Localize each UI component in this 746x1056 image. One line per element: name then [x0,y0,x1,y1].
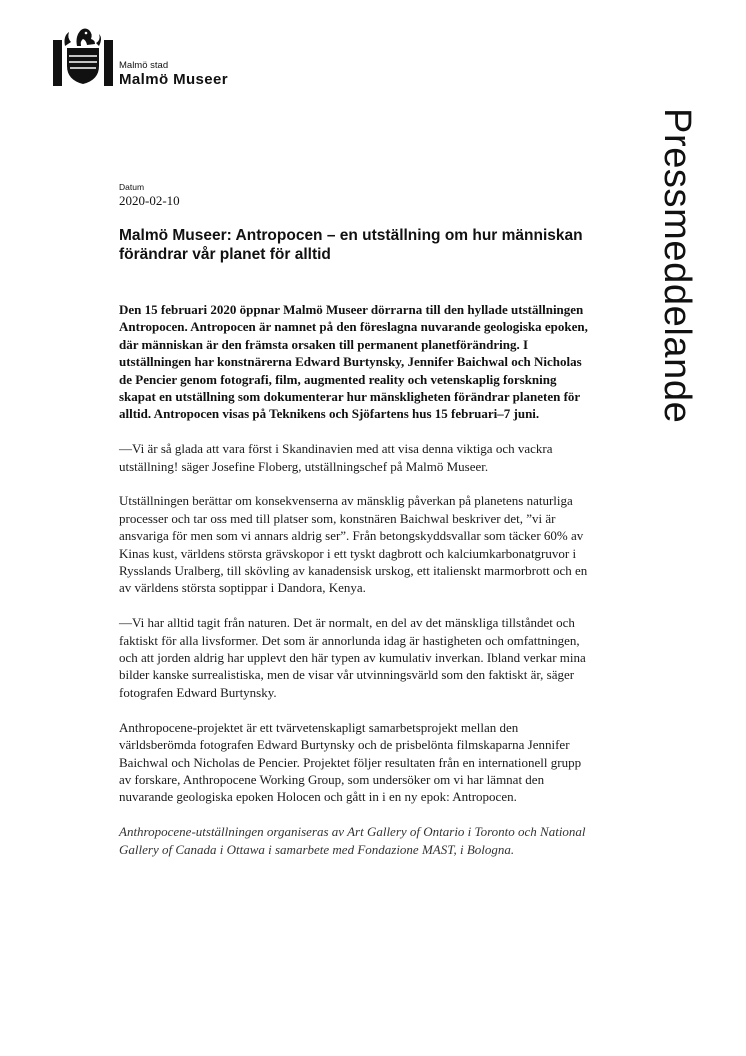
date-value: 2020-02-10 [119,193,180,208]
org-name: Malmö Museer [119,71,228,88]
document-type-label: Pressmeddelande [656,108,698,424]
credit-paragraph: Anthropocene-utställningen organiseras av Art Gallery of Ontario i Toronto och National Gallery of Canada i Ottawa i samarbete med Fondazione MAST, i Bologna. [119,824,586,857]
quote-paragraph: —Vi är så glada att vara först i Skandinavien med att visa denna viktiga och vackra utställning! säger Josefine Floberg, utställningschef på Malmö Museer. [119,441,553,474]
press-release-body [119,301,594,875]
page-title: Malmö Museer: Antropocen – en utställning om hur människan förändrar vår planet för alltid [119,227,583,263]
body-paragraph: Utställningen berättar om konsekvenserna av mänsklig påverkan på planetens naturliga processer och tar oss med till platser som, konstnären Baichwal beskriver det, ”vi är ansvariga för men som vi annars aldrig ser”. Från betongskyddsvallar som täcker 60% av Kinas kust, världens största grävskopor i ett tyskt dagbrott och kalciumkarbonatgruvor i Rysslands Uralberg, till skövling av kanadensisk urskog, ett italienskt marmorbrott och en av världens största soptippar i Dandora, Kenya. [119,493,588,596]
body-paragraph: Anthropocene-projektet är ett tvärvetenskapligt samarbetsprojekt mellan den världsberömda fotografen Edward Burtynsky och de prisbelönta filmskaparna Jennifer Baichwal och Nicholas de Pencier. Projektet följer resultaten från en internationell grupp av forskare, Anthropocene Working Group, som undersöker om vi har lämnat den nuvarande geologiska epoken Holocen och gått in i en ny epok: Antropocen. [119,719,582,805]
org-department: Malmö stad [119,60,169,71]
quote-paragraph: —Vi har alltid tagit från naturen. Det är normalt, en del av det mänskliga tillståndet och faktiskt för alla livsformer. Det som är annorlunda idag är hastigheten och omfattningen, och att jorden aldrig har upplevt den här typen av kumulativ inverkan. Ibland verkar mina bilder kanske surrealistiska, men de visar vår utvinningsvärld som den faktiskt är, säger fotografen Edward Burtynsky. [119,615,586,700]
lead-paragraph: Den 15 februari 2020 öppnar Malmö Museer dörrarna till den hyllade utställningen Antropocen. Antropocen är namnet på den föreslagna nuvarande geologiska epoken, där människan är den främsta orsaken till permanent planetförändring. I utställningen har konstnärerna Edward Burtynsky, Jennifer Baichwal och Nicholas de Pencier genom fotografi, film, augmented reality och vetenskaplig forskning skapat en utställning som dokumenterar hur mänskligheten förändrar planeten för alltid. Antropocen visas på Teknikens och Sjöfartens hus 15 februari–7 juni. [119,302,588,422]
malmo-griffin-crest-icon [53,26,113,86]
date-label: Datum [119,182,145,192]
